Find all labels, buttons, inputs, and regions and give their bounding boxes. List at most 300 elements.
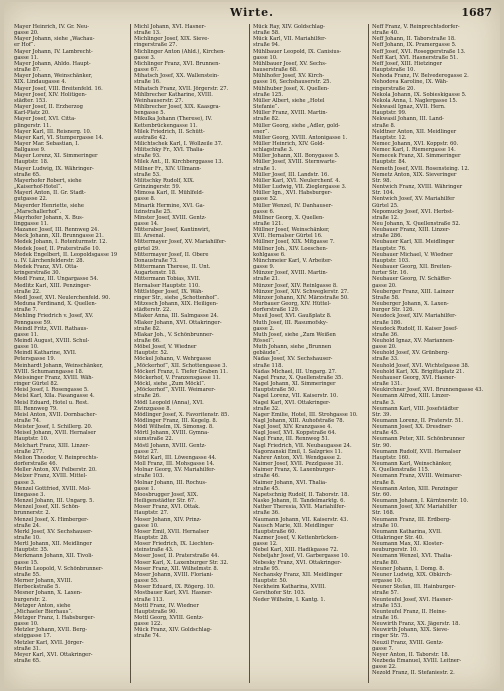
directory-entry-line: Mühlhofer Josef, XV. Kirch- [253, 73, 325, 80]
directory-entry-line: Hauptstr. 76. [372, 245, 407, 252]
directory-entry-line: ringerstraße 27. [134, 42, 178, 49]
directory-entry-line: Mück Karl, VII. Mariahilfer- [253, 36, 327, 43]
directory-entry-line: Hauptstr. 35. [14, 547, 49, 554]
directory-entry-line: Neumann Franz, III. Erdberg- [372, 516, 451, 523]
directory-entry-line: Mittlstöger Josef, IX. Wäh- [134, 288, 204, 295]
directory-entry-line: Müllner Josef, XIX. Mitgasse 7. [253, 239, 335, 246]
directory-entry-line: ergasse 10. [372, 578, 403, 585]
directory-entry-line: Nagl Johann, XIII. Auhofstraße 78. [253, 418, 345, 424]
directory-entry-line: Neumann Lorenz, II. Praterstr. 51. [372, 418, 464, 424]
directory-entry-line: Nezbeda Emanuel, XVIII. Leitner- [372, 658, 462, 665]
directory-entry-line: gasse 20. [372, 344, 397, 351]
directory-entry-line: Menzel Johann, III. Ungarg. 5. [14, 498, 95, 505]
directory-entry-line: straße 36. [253, 510, 280, 517]
directory-entry-line: straße 16. [134, 79, 161, 86]
directory-entry-line: Mödl Leopold (Anna), XVI. [134, 399, 204, 406]
directory-entry-line: Milichtschek Karl, I. Wollzeile 37. [134, 140, 223, 147]
directory-entry-line: Möckerhof, V. Franzensgasse 11. [134, 374, 221, 381]
directory-entry-line: Neumann Rudolf, XVII. Hernalser [372, 448, 461, 455]
directory-entry-line: straße 95. [253, 565, 280, 572]
directory-entry-line: gutgasse 22. [14, 196, 48, 203]
directory-entry-line: Möstl Johann, XVIII. Gentz- [134, 442, 207, 449]
directory-entry-line: straße 80. [372, 559, 399, 566]
directory-entry-line: Nager Emilie, Hotel, III. Strohgasse 10. [253, 411, 358, 418]
directory-entry-line: Meller Anton, XV. Felberstr. 20. [14, 467, 97, 474]
directory-entry-line: Menzel Josef, X. Himberger- [14, 516, 89, 523]
directory-entry-line: Mittermann Tobias, XVII. [134, 276, 201, 283]
directory-entry-line: Mayer Karl, VI. Stumpergasse 14. [14, 134, 104, 141]
directory-entry-line: Nagorzanski Emil, I. Salzgries 11. [253, 448, 343, 455]
directory-entry-line: straße 1. [253, 165, 277, 172]
directory-entry-line: III. Rennweg 79. [14, 405, 58, 412]
directory-entry-line: Hauptstraße 60. [253, 528, 297, 535]
directory-entry-line: Naimer Franz, X. Laxenburger- [253, 467, 336, 474]
directory-entry-line: Mlaker Johann, XVI. Ottakringer- [134, 319, 222, 326]
directory-column-1 [14, 24, 127, 687]
directory-entry-line: gasse 7. [372, 645, 394, 652]
directory-entry-line: Meindl Katharine, XVII. [14, 350, 77, 357]
directory-entry-line: Neumann Max, XI. Kloster- [372, 541, 444, 548]
directory-entry-line: gasse 10. [134, 522, 159, 529]
directory-entry-line: Nemetz Anton, XIX. Sieveringer [372, 171, 457, 178]
directory-entry-line: Neu Johann, X. Quellenstraße 52. [372, 221, 461, 227]
directory-entry-line: Militschky Rudolf, XIX. [134, 177, 195, 184]
directory-entry-line: siumstraße 22. [134, 436, 174, 443]
directory-entry-line: Stefanie“. [253, 104, 280, 111]
directory-entry-line: gasse 11. [14, 331, 39, 338]
directory-entry-line: Muth Josef, III. Rasumofsky- [253, 319, 328, 326]
directory-entry-line: Nagl Josef, XIV. Kranzgasse 4. [253, 424, 333, 431]
directory-entry-line: Mazanec Josef, III. Rennweg 24. [14, 227, 99, 234]
directory-entry-line: Michlinger Josef, XIX. Sieve- [134, 36, 210, 43]
directory-entry-line: Mehling Friedrich v. Josef, XV. [14, 313, 94, 320]
directory-entry-line: furter Str. 16. [372, 270, 409, 277]
directory-entry-line: Mayerl Anton, II. Gr. Stadt- [14, 190, 86, 197]
directory-entry-line: straße 82. [253, 116, 280, 123]
directory-entry-line: straße 65. [14, 171, 41, 178]
directory-column-4 [372, 24, 494, 687]
directory-entry-line: Neff Josef, XIII. Hietzinger [372, 60, 442, 67]
directory-entry-line: straße 94. [253, 42, 280, 49]
directory-entry-line: Milek Friedrich, II. Schütt- [134, 128, 205, 135]
directory-entry-line: Gersthofer Str. 103. [253, 590, 306, 597]
directory-entry-line: Meduna Ferdinand, X. Quellen- [14, 301, 97, 308]
directory-entry-line: Nemecek Franz, XI. Simmeringer [372, 153, 461, 160]
directory-entry-line: Mottl Franz, IV. Wiedner [134, 602, 199, 609]
directory-entry-line: straße 8. [372, 479, 396, 486]
directory-entry-line: ener“. [253, 128, 270, 135]
directory-entry-line: Hauptstraße 10. [372, 67, 416, 74]
directory-entry-line: Moser Franz, XII. Wilhelmstr. 8. [134, 565, 219, 572]
directory-entry-line: straße 10. [14, 534, 41, 541]
directory-entry-line: Medl Josef, XVI. Neulerchenfeld. 90. [14, 294, 111, 301]
directory-entry-line: Mihlbrecher Katharine, XVIII. [134, 91, 213, 98]
directory-entry-line: straße 16. [372, 615, 399, 621]
directory-entry-line: Melchart Franz, XIII. Linzer- [14, 442, 90, 449]
page-header [4, 6, 500, 22]
directory-entry-line: straße 66. [134, 337, 161, 344]
directory-entry-line: Nekwasil Johann, III. Land- [372, 116, 444, 123]
column-divider [130, 24, 131, 683]
directory-entry-line: Meisl Anton, XVII. Dornbacher- [14, 411, 97, 418]
directory-entry-line: Mayer Johann, IV. Lambrecht- [14, 48, 93, 55]
directory-entry-line: Muth Johann, siehe „Brunnen [253, 344, 332, 351]
directory-entry-line: hauserstraße 68. [253, 67, 298, 74]
directory-entry-line: Neubauer Karl, XII. Meidlinger [372, 239, 455, 246]
directory-entry-line: Neumann Peter, XII. Schönbrunner [372, 436, 465, 443]
directory-entry-line: Merkmann Johann, XII. Tivoli- [14, 553, 94, 560]
directory-entry-line: Moser Emil, XVII. Hernalser [134, 528, 209, 535]
directory-entry-line: straße 277. [14, 448, 45, 455]
directory-entry-line: Hauptstraße 90. [134, 608, 178, 615]
directory-entry-line: straße 22. [14, 288, 41, 295]
directory-entry-line: Herbeckstraße 5. [14, 584, 60, 591]
column-divider [249, 24, 250, 683]
directory-entry-line: Müller Josef, XVIII. Sternwarte- [253, 159, 337, 166]
directory-entry-line: Neumann Johann, I. Kärntnerstr. 10. [372, 498, 469, 505]
directory-entry-line: Mlaker Anna, III. Salmgasse 24. [134, 313, 219, 320]
directory-entry-line: Hauptstr. 103. [372, 257, 410, 264]
directory-entry-line: Mitzesch Johann, XIX. Heiligen- [134, 301, 218, 308]
directory-entry-line: ringer Gürtel 82. [14, 381, 59, 388]
directory-entry-line: straße 36. [372, 331, 399, 338]
directory-entry-line: Müller Franz, XVIII. Martin- [253, 110, 328, 117]
directory-entry-line: Michl Johann, XVI. Hasner- [134, 24, 206, 30]
directory-entry-line: Neumann Alfred, XIII. Linzer- [372, 393, 451, 400]
directory-entry-line: Moser Friedrich, IX. Liechten- [134, 541, 214, 548]
directory-entry-line: gasse 8. [134, 196, 156, 203]
directory-entry-line: Mertl Johann, XII. Meidlinger [14, 541, 92, 548]
directory-entry-line: Nemec Karl, I. Riemergasse 14. [372, 147, 456, 154]
directory-entry-line: XIX. Lindaugasse 4. [14, 79, 67, 86]
directory-entry-line: Mayer Josef, XVI. Citta- [14, 116, 76, 123]
directory-entry-line: Moser Karl, X. Laxenburger Str. 32. [134, 559, 229, 566]
directory-entry-line: straße 8. [372, 122, 396, 129]
directory-entry-line: gasse 67. [134, 67, 159, 74]
directory-entry-line: steinstraße 43. [134, 547, 174, 554]
directory-entry-line: Neff Franz, V. Reinprechtsdorfer- [372, 24, 460, 30]
directory-entry-line: straße 26. [134, 393, 161, 400]
directory-entry-line: Michlinger Anton (Ahld.), Kirchen- [134, 48, 226, 55]
directory-entry-line: Mihatsch Franz, XVII. Jörgerstr. 27. [134, 85, 229, 92]
directory-entry-line: Str. 90. [372, 442, 392, 449]
directory-entry-line: Menzel Josef, XII. Schön- [14, 504, 80, 511]
directory-entry-line: straße 103. [134, 473, 165, 480]
directory-entry-line: Hauptstr. 28. [134, 534, 169, 541]
directory-entry-line: steiggasse 17. [14, 633, 52, 640]
directory-entry-line: Neumann Josef, XX. Dresdner- [372, 424, 453, 431]
directory-entry-line: Heiligenstädter Str. 67. [134, 498, 196, 505]
directory-entry-line: Nausch Marie, XII. Meidlinger [253, 522, 334, 529]
directory-entry-line: Mlakar Joh., V. Schönbrunner- [134, 331, 214, 338]
directory-entry-line: Murbauer Georg, XIV. Hüttel- [253, 301, 331, 308]
directory-entry-line: Müllner Joh., XIV. Loeschen- [253, 245, 328, 252]
directory-entry-line: Meck Johann, XII. Brunngasse 21. [14, 233, 104, 240]
directory-entry-line: lizinstraße 25. [134, 208, 172, 215]
directory-entry-line: Minster Josef, XVIII. Gentz- [134, 214, 207, 221]
directory-entry-line: Mühlbauer Josef, XV. Sechs- [253, 60, 327, 67]
directory-entry-line: Kettenbrückengasse 11. [134, 122, 198, 129]
directory-entry-line: Str. 168. [372, 510, 395, 517]
directory-entry-line: straße 33. [372, 356, 399, 363]
directory-entry-line: Mühlhuber Josef, X. Quellen- [253, 85, 329, 92]
directory-entry-line: Neff Josef, XVI. Roseggerstraße 13. [372, 48, 466, 55]
directory-entry-line: gasse 3. [14, 479, 36, 486]
column-divider [368, 24, 369, 683]
directory-entry-line: Nádas Josef, XV. Sechshauser- [253, 356, 333, 363]
directory-entry-line: Mayerhofer Robert, siehe [14, 177, 82, 184]
directory-entry-line: gasse 15. [14, 559, 39, 566]
directory-entry-line: straße 7. [14, 307, 38, 314]
directory-entry-line: gebäude“. [253, 350, 280, 357]
directory-entry-line: Neuberger Franz, XIII. Lainzer [372, 288, 454, 295]
directory-entry-line: Moser Johann, XVIII. Floriani- [134, 571, 214, 578]
directory-entry-line: Neff Johann, IX. Pramergasse 5. [372, 42, 457, 49]
directory-entry-line: Neubauer Michael, V. Wiedner [372, 251, 453, 258]
directory-entry-line: Meisel Johann, XVII. Hernalser [14, 430, 96, 437]
directory-entry-line: Nebesky Franz, XVI. Ottakringer- [253, 559, 342, 566]
directory-entry-line: Neuner Stefan, III. Hainburger- [372, 584, 456, 591]
directory-entry-line: Hauptstr. 27. [134, 510, 169, 517]
directory-entry-line: Straße 58. [372, 294, 400, 301]
directory-entry-line: Müller Ign., XVI. Habsburger- [253, 190, 332, 197]
directory-entry-line: Neumann Wenzel, XVI. Thalia- [372, 553, 453, 560]
directory-entry-line: Hauptstr. 160. [372, 454, 410, 461]
directory-entry-line: Mödlinger Franz, III. Kegelg. 8. [134, 418, 218, 424]
directory-entry-line: Hauptstr. 10. [14, 436, 49, 443]
directory-entry-line: Meister Josef, I. Schillerg. 20. [14, 424, 93, 431]
directory-entry-line: Moll Franz, III. Mohsgasse 14. [134, 461, 215, 468]
directory-entry-line: straße 186. [372, 319, 403, 326]
directory-entry-line: Mimosa Karl, II. Mühlfeld- [134, 190, 204, 197]
directory-entry-line: Mayer Ludwig, IX. Währinger- [14, 165, 94, 172]
directory-entry-line: Str. 98. [372, 177, 392, 184]
directory-entry-line: Mörtl Johann, XVIII. Gymna- [134, 430, 209, 437]
directory-entry-line: gasse 52. [253, 196, 278, 203]
directory-entry-line: Meindl Fritz, XVII. Rathaus- [14, 325, 89, 332]
directory-entry-line: Nezold Franz, II. Stefaniestr. 2. [372, 670, 455, 677]
directory-entry-line: Nemeth Josef, XVII. Rosensteing. 12. [372, 165, 470, 172]
directory-entry-line: Medlitz Karl, XIII. Penzinger- [14, 282, 92, 289]
directory-entry-line: brunnerstr. 2. [14, 510, 51, 517]
directory-entry-line: gasse 10. [253, 54, 278, 61]
directory-entry-line: Str. 104. [372, 190, 395, 197]
directory-entry-line: Moser Eduard, IX. Rögerg. 10. [134, 584, 215, 591]
directory-entry-line: Müller Georg, siehe „Adler, gold- [253, 122, 340, 129]
directory-entry-line: Millner Fr., XIV. Ullmann- [134, 165, 202, 172]
directory-entry-line: Neuhauser Georg, XVI. Hasner- [372, 374, 456, 381]
directory-entry-line: Merner Johann, XVIII. [14, 578, 73, 585]
directory-entry-line: Müller Ludwig, VII. Zieglergasse 3. [253, 184, 347, 191]
directory-entry-line: Hauptstr. 50. [253, 578, 288, 585]
directory-entry-line: Musil Josef, XVI. Gaußplatz 8. [253, 313, 332, 320]
directory-entry-line: gasse 6. [253, 208, 275, 215]
directory-entry-line: Mihatsch Josef, XX. Wallenstein- [134, 73, 219, 80]
directory-entry-line: Mayer Josef, XIV. Holitigen- [14, 91, 87, 98]
directory-entry-line: straße 65. [14, 658, 41, 665]
directory-entry-line: Neumann Anton, XIII. Penzinger [372, 485, 458, 492]
directory-entry-line: X. Quellenstraße 115. [372, 467, 430, 474]
directory-entry-line: gürtel 29. [134, 245, 160, 252]
directory-entry-line: Meindl August, XVIII. Schul- [14, 337, 90, 344]
directory-entry-line: Neunteufel Josef, XVI. Hasner- [372, 596, 453, 603]
directory-entry-line: Mayer Johann, Ahldo. Haupt- [14, 60, 91, 67]
directory-entry-line: „Marschallerhof“. [14, 208, 62, 215]
directory-entry-line: burgerstr. 2. [14, 596, 47, 603]
directory-entry-line: Neff Karl, XVI. Hasnerstraße 51. [372, 54, 459, 61]
directory-entry-line: Nagel Franz, X. Quellenstraße 35. [253, 374, 344, 381]
directory-entry-line: neuburgerstr. 10. [372, 547, 418, 554]
directory-entry-line: straße 125. [253, 91, 284, 98]
directory-entry-line: Münzer Johann, XIV. Märzstraße 50. [253, 294, 349, 301]
directory-entry-line: Münzer Josef, XIV. Reinlgasse 8. [253, 282, 338, 289]
directory-entry-line: straße 21. [253, 276, 280, 283]
directory-entry-line: straße 286. [372, 233, 403, 240]
directory-entry-line: straße 45. [253, 485, 280, 492]
directory-entry-line: „Möckerhof“, XII. Schottengasse 3. [134, 362, 228, 369]
directory-entry-line: Neumann Karl, Weinschänker, [372, 461, 452, 468]
directory-entry-line: Melion Theodor, V. Reinprechts- [14, 454, 99, 461]
directory-entry-line: Nechansky Franz, XII. Meidlinger [253, 571, 343, 578]
directory-entry-line: straße 74. [134, 633, 161, 640]
directory-entry-line: Nemec Johann, XVI. Koppstr. 60. [372, 140, 459, 147]
directory-entry-line: Müller Josef, III. Landstr. 16. [253, 171, 329, 178]
directory-entry-line: Hauptstr. 99. [372, 110, 407, 117]
directory-entry-line: Neuwirth Johann, XIX. Sieve- [372, 627, 449, 634]
directory-entry-line: Nádas Michael, III. Ungarg. 27. [253, 368, 337, 375]
directory-entry-line: linegasse 3. [14, 491, 46, 498]
directory-entry-line: Müller Heinrich, XIV. Gold- [253, 140, 325, 147]
directory-entry-line: Meisl Josef, I. Rosengasse 5. [14, 387, 89, 394]
directory-entry-line: Möckl, siehe „Zum Möckl“. [134, 381, 206, 388]
directory-entry-line: Meinhardt Johann, Weinschänker, [14, 362, 104, 369]
directory-entry-line: gasse 122. [134, 621, 163, 628]
directory-entry-line: straße 31. [14, 645, 41, 652]
directory-entry-line: Nazmer Josef, V. Kettenbrücken- [253, 534, 339, 541]
directory-entry-line: Mayer Johann, siehe „Wachau- [14, 36, 95, 43]
directory-entry-line: XVII. Hernalser Gürtel 16. [253, 233, 323, 240]
directory-entry-line: straße 121. [253, 221, 284, 227]
directory-entry-line: burger Str. 126. [372, 307, 415, 314]
directory-entry-line: gasse 12. [253, 541, 278, 548]
directory-entry-line: Ballgasse 9. [14, 147, 46, 154]
directory-entry-line: straße 32. [253, 405, 280, 412]
directory-entry-line: Hauptstraße 50. [253, 387, 297, 394]
directory-column-3 [253, 24, 365, 687]
directory-entry-line: Napetschnig Rudolf, II. Taborstr. 18. [253, 491, 350, 498]
directory-entry-line: Medek Josef, II. Praterstraße 10. [14, 245, 101, 252]
directory-entry-line: Metzler Karl, XVII. Jörger- [14, 639, 84, 646]
directory-entry-line: Donaustraße 73. [134, 257, 178, 264]
directory-entry-line: Neumann Josef, XIV. Mariahilfer [372, 504, 457, 511]
directory-entry-line: Mayer Karl, III. Reisnerg. 10. [14, 128, 92, 135]
directory-entry-line: Münzer Josef, XIV. Schweglerstr. 27. [253, 288, 349, 295]
directory-entry-line: Neumann Karl, VIII. Josefstädter [372, 405, 459, 412]
directory-entry-line: Mayerder Henriette, siehe [14, 202, 84, 209]
directory-entry-line: Neff Johann, II. Taborstraße 18. [372, 36, 456, 43]
directory-entry-line: Metzger Anton, siehe [14, 602, 71, 609]
directory-entry-line: gasse 27. [134, 448, 159, 455]
directory-entry-line: Mittermann Therese, II. Unt. [134, 264, 211, 271]
directory-entry-line: Neudeck Josef, XIV. Mariahilfer- [372, 313, 457, 320]
directory-entry-line: ringer Str. 75. [372, 633, 410, 640]
directory-entry-line: städterstr. 22. [134, 307, 171, 314]
directory-entry-line: Rössel“. [253, 337, 275, 344]
directory-entry-line: Milek Ant., II. Kirchberggasse 13. [134, 159, 224, 166]
directory-entry-line: Mayer Mar. Sebastian, I. [14, 140, 80, 147]
directory-entry-line: Nekola Anna, I. Naglergasse 15. [372, 97, 458, 104]
directory-entry-line: linggasse 11. [14, 221, 49, 227]
directory-entry-line: Müllner Josef, Weinschänker, [253, 227, 330, 234]
directory-entry-line: schlagstraße 3. [253, 147, 294, 154]
directory-entry-line: Neldtner Anton, XII. Meidlinger [372, 128, 457, 135]
directory-entry-line: Meisl Eduard, Hotel u. Rest. [14, 399, 89, 406]
directory-entry-line: Nather Theresia, XVII. Mariahilfer- [253, 504, 346, 511]
directory-entry-line: straße 10. [372, 522, 399, 529]
directory-entry-line: Hernalser Hauptstr. 110. [134, 282, 200, 289]
directory-entry-line: „Kaiserhof-Hotel“. [14, 184, 63, 191]
directory-entry-line: Nagl Friedrich, VII. Neubaugasse 24. [253, 442, 352, 449]
directory-entry-line: plingerstr. 11. [14, 122, 52, 129]
directory-entry-line: Minarik Hermine, XVI. Ga- [134, 202, 205, 209]
directory-entry-line: Menzel Gottfried, XVIII. Mol- [14, 485, 91, 492]
directory-entry-line: Nentwich Josef, XV. Mariahilfer [372, 196, 455, 203]
directory-entry-line: Mitteraber Josef, Kantinwirt, [134, 227, 210, 234]
directory-entry-line: straße 87. [14, 67, 41, 74]
directory-entry-line: straße 131. [372, 381, 403, 388]
directory-entry-line: Ponngasse 59. [14, 319, 52, 326]
directory-entry-line: Möbel Josef, V. Wiedner [134, 344, 197, 351]
directory-entry-line: Müller Georg, XVIII. Antonigasse 1. [253, 134, 348, 141]
directory-entry-line: „Michaeler Bierhaus“. [14, 608, 73, 615]
directory-entry-line: straße 82. [134, 325, 161, 332]
directory-entry-line: gasse 2. [253, 325, 275, 332]
directory-entry-line: Neuhold Josef, XVI. Wichtelgasse 38. [372, 362, 470, 369]
directory-entry-line: Nekwasil Ignaz, XVII. Hern. [372, 104, 446, 111]
directory-entry-line: Neder Wilhelm, I. Kantg. 1. [253, 596, 326, 603]
directory-entry-line: Mittermayer Josef, XV. Mariahilfer- [134, 239, 227, 246]
directory-entry-line: Mottl Georg, XVIII. Gentz- [134, 615, 204, 621]
directory-entry-line: Grinzingerstr. 59. [134, 184, 181, 191]
directory-entry-line: bengasse 5. [134, 110, 166, 117]
directory-entry-line: Mück Franz, XIV. Goldschlag- [134, 627, 212, 634]
directory-entry-line: Naimer Johann, XVI. Thalia- [253, 479, 327, 486]
directory-entry-line: Moosbrugger Josef, XIX. [134, 491, 199, 498]
directory-entry-line: Str. 60. [372, 491, 392, 498]
page-number: 1687 [461, 6, 492, 19]
directory-entry-line: Molnar Georg, XV. Mariahilfer- [134, 467, 216, 474]
directory-entry-line: straße 55. [14, 571, 41, 578]
directory-entry-line: straße 57. [372, 590, 399, 597]
directory-entry-line: Nentwich Franz, XVIII. Währinger [372, 184, 463, 191]
directory-entry-line: straße 58. [253, 30, 280, 37]
directory-column-2 [134, 24, 246, 687]
directory-entry-line: Müller Karl, XVI. Neulerchenf. 4. [253, 177, 341, 184]
directory-entry-line: Müller Albert, siehe „Hotel [253, 97, 325, 104]
directory-entry-line: Mihlbrecher Josef, XIX. Kaasgra- [134, 104, 221, 111]
directory-entry-line: Mesner Johann, X. Laxen- [14, 590, 82, 597]
directory-entry-line: Metzler Johann, XVII. Berg- [14, 627, 87, 634]
directory-entry-line: Weinhauserstr. 27. [134, 97, 184, 104]
directory-entry-line: Mayer Josef, II. Erzherzog [14, 104, 83, 111]
directory-entry-line: Karl-Platz 20. [14, 110, 50, 117]
directory-entry-line: dorferstraße 46. [14, 461, 58, 468]
directory-entry-line: Naumann Johann, VII. Kaiserstr. 43. [253, 516, 349, 523]
directory-entry-line: Mühlbauer Leopold, IX. Canisius- [253, 48, 342, 55]
directory-entry-line: straße 12. [372, 214, 399, 221]
directory-entry-line: Mostbauer Karl, XVI. Hasner- [134, 590, 213, 597]
directory-entry-line: Medek Franz, XVI. Otta- [14, 264, 79, 271]
